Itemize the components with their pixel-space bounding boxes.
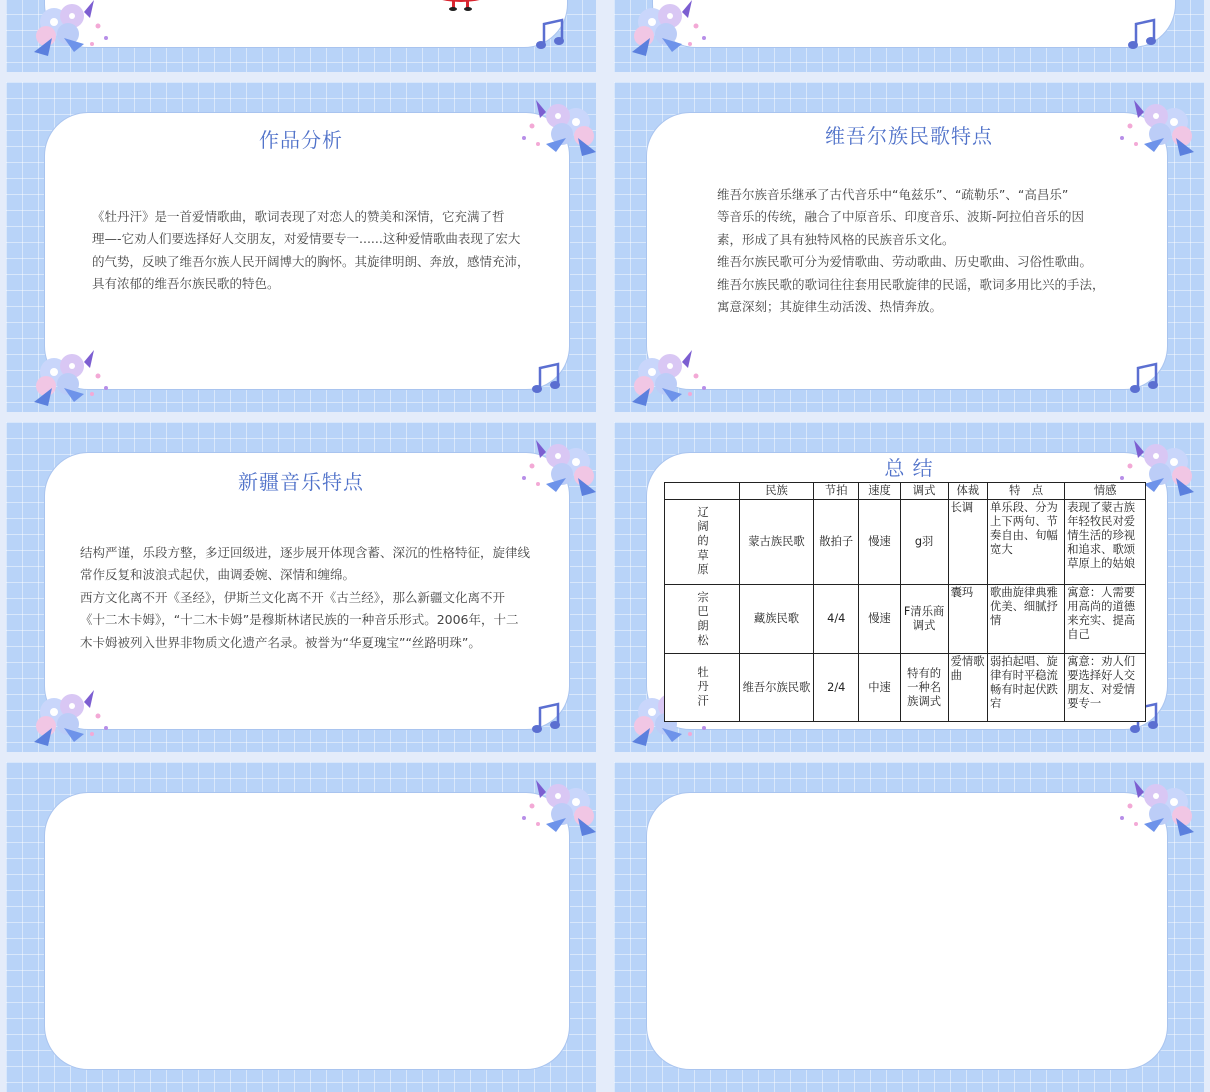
table-cell: 2/4 xyxy=(813,654,859,722)
slide-summary xyxy=(614,422,1204,752)
card xyxy=(44,792,570,1070)
slide-title: 作品分析 xyxy=(259,128,343,152)
card xyxy=(652,0,1176,48)
table-header-cell xyxy=(665,483,740,500)
slide-xinjiang-music xyxy=(6,422,596,752)
table-cell: 蒙古族民歌 xyxy=(740,500,814,585)
table-cell: 囊玛 xyxy=(948,585,987,654)
dancer-figure xyxy=(406,0,516,12)
flower-decoration xyxy=(516,762,596,842)
table-cell: 歌曲旋律典雅优美、细腻抒情 xyxy=(988,585,1065,654)
table-cell: g羽 xyxy=(900,500,948,585)
table-cell: 表现了蒙古族年轻牧民对爱情生活的珍视和追求、歌颂草原上的姑娘 xyxy=(1065,500,1146,585)
flower-decoration xyxy=(622,0,712,62)
table-header-cell: 节拍 xyxy=(813,483,859,500)
flower-decoration xyxy=(622,332,712,412)
slide-top-left-partial xyxy=(6,0,596,72)
slide-work-analysis xyxy=(6,82,596,412)
table-header-cell: 调式 xyxy=(900,483,948,500)
table-cell: 寓意：人需要用高尚的道德来充实、提高自己 xyxy=(1065,585,1146,654)
table-cell: 藏族民歌 xyxy=(740,585,814,654)
flower-decoration xyxy=(1114,762,1204,842)
music-note-icon xyxy=(530,702,564,736)
card xyxy=(646,792,1168,1070)
table-header-cell: 速度 xyxy=(859,483,900,500)
slide-bottom-right-partial xyxy=(614,762,1204,1092)
table-header-cell: 特 点 xyxy=(988,483,1065,500)
flower-decoration xyxy=(24,332,114,412)
slide-body-text: 《牡丹汗》是一首爱情歌曲，歌词表现了对恋人的赞美和深情，它充满了哲 理—-它劝人们要选择好人交朋友，对爱情要专一......这种爱情歌曲表现了宏大 的气势，反映了维吾尔族人民开阔博大的胸怀。其旋律明朗、奔放，感情充沛， 具有浓郁的维吾尔族民歌的特色。 xyxy=(92,209,530,292)
music-note-icon xyxy=(534,18,568,52)
table-cell: 单乐段、分为上下两句、节奏自由、旬幅宽大 xyxy=(988,500,1065,585)
slide-body-text: 结构严谨，乐段方整，多迂回级进，逐步展开体现含蓄、深沉的性格特征，旋律线 常作反复和波浪式起伏，曲调委婉、深情和缠绵。 西方文化离不开《圣经》，伊斯兰文化离不开《古兰经》，那么新疆文化离不开 《十二木卡姆》，“十二木卡姆”是穆斯林诸民族的一种音乐形式。2006年，十二 木卡姆被列入世界非物质文化遗产名录。被誉为“华夏瑰宝”“丝路明珠”。 xyxy=(80,545,531,650)
flower-decoration xyxy=(1114,82,1204,162)
table-cell: 4/4 xyxy=(813,585,859,654)
slide-top-right-partial xyxy=(614,0,1204,72)
slide-title: 维吾尔族民歌特点 xyxy=(825,124,993,148)
summary-table xyxy=(664,482,1146,722)
table-cell: 维吾尔族民歌 xyxy=(740,654,814,722)
table-row xyxy=(665,654,1146,722)
table-cell: 爱情歌曲 xyxy=(948,654,987,722)
music-note-icon xyxy=(530,362,564,396)
table-cell: 散拍子 xyxy=(813,500,859,585)
table-cell: 弱拍起唱、旋律有时平稳流畅有时起伏跌宕 xyxy=(988,654,1065,722)
table-header-cell: 情感 xyxy=(1065,483,1146,500)
flower-decoration xyxy=(516,422,596,502)
table-header-cell: 民族 xyxy=(740,483,814,500)
table-row xyxy=(665,500,1146,585)
table-cell: F清乐商调式 xyxy=(900,585,948,654)
table-cell: 长调 xyxy=(948,500,987,585)
table-cell: 慢速 xyxy=(859,585,900,654)
slide-title: 新疆音乐特点 xyxy=(238,470,364,494)
slide-title: 总 结 xyxy=(884,456,934,480)
table-cell: 特有的一种名族调式 xyxy=(900,654,948,722)
flower-decoration xyxy=(24,0,114,62)
song-name-cell: 牡丹汗 xyxy=(665,654,740,722)
flower-decoration xyxy=(516,82,596,162)
song-name-cell: 辽阔的草原 xyxy=(665,500,740,585)
table-cell: 中速 xyxy=(859,654,900,722)
table-header-cell: 体裁 xyxy=(948,483,987,500)
music-note-icon xyxy=(1128,362,1162,396)
table-cell: 寓意：劝人们要选择好人交朋友、对爱情要专一 xyxy=(1065,654,1146,722)
table-row xyxy=(665,585,1146,654)
song-name-cell: 宗巴朗松 xyxy=(665,585,740,654)
music-note-icon xyxy=(1126,18,1160,52)
slide-uyghur-folk-song xyxy=(614,82,1204,412)
table-cell: 慢速 xyxy=(859,500,900,585)
slide-bottom-left-partial xyxy=(6,762,596,1092)
table-header-row xyxy=(665,483,1146,500)
slide-body-text: 维吾尔族音乐继承了古代音乐中“龟兹乐”、“疏勒乐”、“高昌乐” 等音乐的传统，融合了中原音乐、印度音乐、波斯-阿拉伯音乐的因 素，形成了具有独特风格的民族音乐文化。 维吾尔族民歌可分为爱情歌曲、劳动歌曲、历史歌曲、习俗性歌曲。 维吾尔族民歌的歌词往往套用民歌旋律的民谣，歌词多用比兴的手法， 寓意深刻；其旋律生动活泼、热情奔放。 xyxy=(717,187,1105,315)
flower-decoration xyxy=(24,672,114,752)
